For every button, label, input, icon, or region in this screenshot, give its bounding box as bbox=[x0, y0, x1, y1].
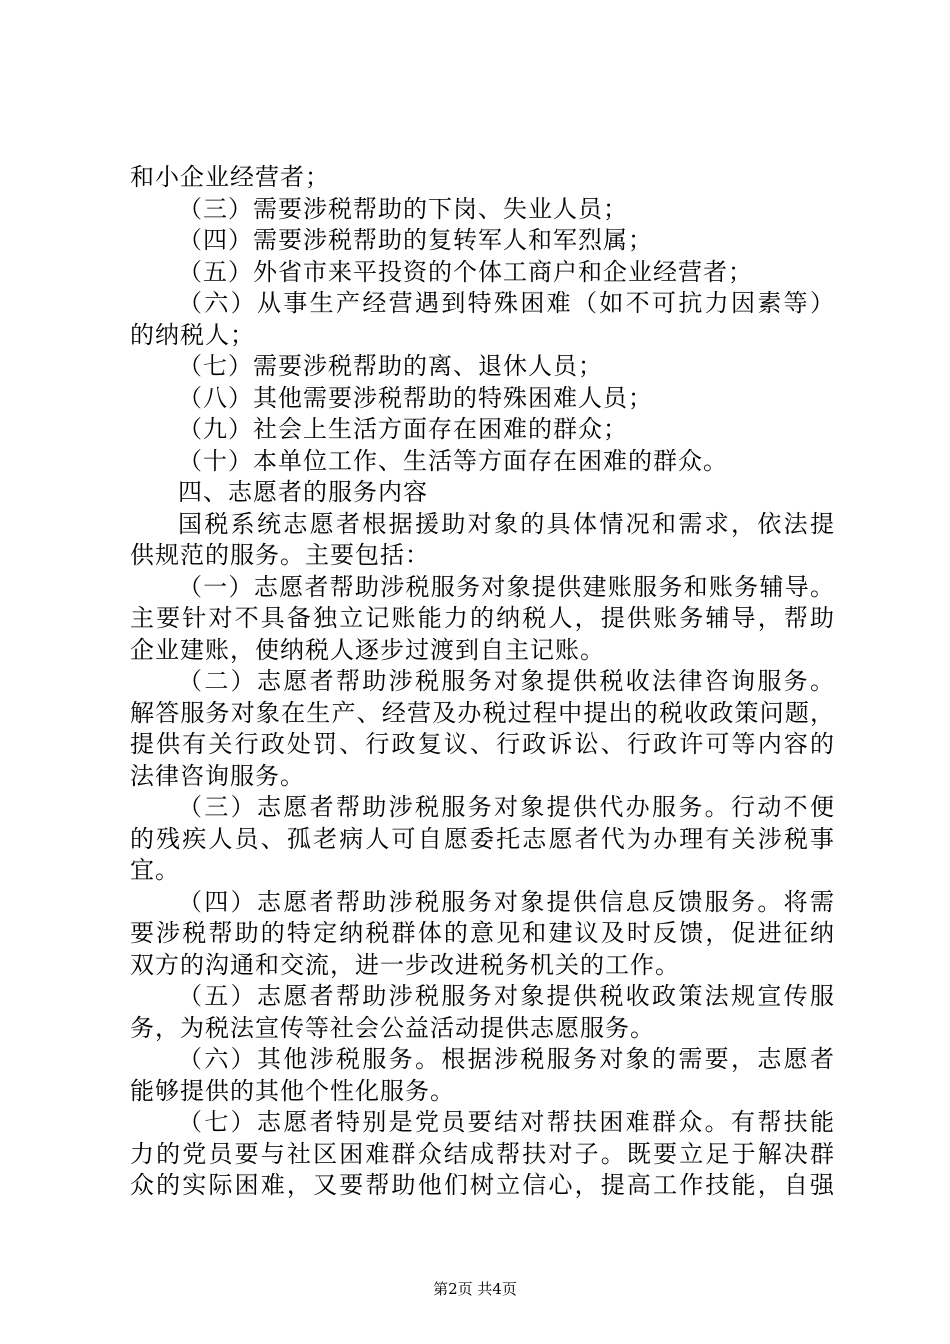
text-line: （四）需要涉税帮助的复转军人和军烈属； bbox=[178, 226, 653, 254]
text-line: （七）志愿者特别是党员要结对帮扶困难群众。有帮扶能 bbox=[178, 1108, 835, 1136]
document-body bbox=[130, 162, 835, 1202]
text-line: 能够提供的其他个性化服务。 bbox=[130, 1076, 455, 1105]
text-line: （五）志愿者帮助涉税服务对象提供税收政策法规宣传服 bbox=[178, 982, 835, 1010]
text-line: 供规范的服务。主要包括： bbox=[130, 541, 430, 569]
text-line: 主要针对不具备独立记账能力的纳税人，提供账务辅导，帮助 bbox=[130, 604, 835, 632]
text-line: （三）需要涉税帮助的下岗、失业人员； bbox=[178, 194, 628, 223]
text-line: 国税系统志愿者根据援助对象的具体情况和需求，依法提 bbox=[178, 509, 835, 538]
text-line: （八）其他需要涉税帮助的特殊困难人员； bbox=[178, 383, 653, 412]
text-line: （六）从事生产经营遇到特殊困难（如不可抗力因素等） bbox=[178, 289, 835, 317]
text-line: 双方的沟通和交流，进一步改进税务机关的工作。 bbox=[130, 950, 680, 979]
text-line: 众的实际困难，又要帮助他们树立信心，提高工作技能，自强 bbox=[130, 1171, 835, 1199]
text-line: 力的党员要与社区困难群众结成帮扶对子。既要立足于解决群 bbox=[130, 1139, 835, 1168]
text-line: 的残疾人员、孤老病人可自愿委托志愿者代为办理有关涉税事 bbox=[130, 824, 835, 853]
text-line: 企业建账，使纳税人逐步过渡到自主记账。 bbox=[130, 635, 605, 664]
text-line: （三）志愿者帮助涉税服务对象提供代办服务。行动不便 bbox=[178, 793, 835, 821]
text-line: （五）外省市来平投资的个体工商户和企业经营者； bbox=[178, 257, 753, 286]
text-line: 解答服务对象在生产、经营及办税过程中提出的税收政策问题， bbox=[130, 698, 835, 727]
text-line: （二）志愿者帮助涉税服务对象提供税收法律咨询服务。 bbox=[178, 667, 835, 695]
text-line: 和小企业经营者； bbox=[130, 163, 330, 191]
text-line: 提供有关行政处罚、行政复议、行政诉讼、行政许可等内容的 bbox=[130, 730, 835, 758]
page-number-footer: 第2页 共4页 bbox=[433, 1280, 517, 1298]
text-line: 要涉税帮助的特定纳税群体的意见和建议及时反馈，促进征纳 bbox=[130, 919, 835, 947]
text-line: （一）志愿者帮助涉税服务对象提供建账服务和账务辅导。 bbox=[178, 572, 835, 601]
text-line: 宜。 bbox=[130, 856, 180, 884]
section-heading: 四、志愿者的服务内容 bbox=[178, 478, 428, 506]
text-line: 的纳税人； bbox=[130, 320, 255, 349]
text-line: 务，为税法宣传等社会公益活动提供志愿服务。 bbox=[130, 1013, 655, 1042]
text-line: （六）其他涉税服务。根据涉税服务对象的需要，志愿者 bbox=[178, 1045, 835, 1073]
text-line: （七）需要涉税帮助的离、退休人员； bbox=[178, 352, 603, 380]
text-line: （十）本单位工作、生活等方面存在困难的群众。 bbox=[178, 446, 728, 475]
text-line: （九）社会上生活方面存在困难的群众； bbox=[178, 415, 628, 443]
text-line: 法律咨询服务。 bbox=[130, 761, 305, 790]
text-line: （四）志愿者帮助涉税服务对象提供信息反馈服务。将需 bbox=[178, 887, 835, 916]
